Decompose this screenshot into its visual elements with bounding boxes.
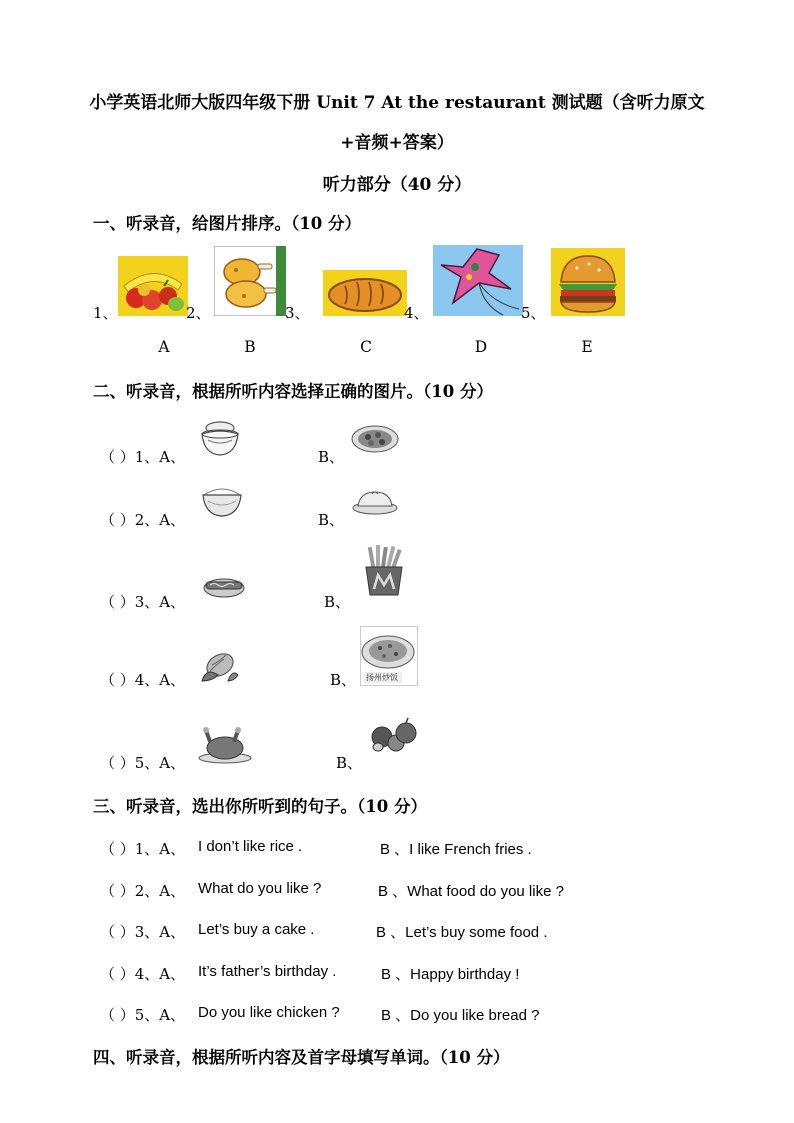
section3-heading: 三、听录音，选出你所听到的句子。（10 分）	[93, 797, 427, 816]
corn-icon	[198, 645, 240, 683]
s3-option-a: Do you like chicken ?	[198, 1004, 340, 1021]
bun-icon	[352, 488, 398, 516]
part-heading: 听力部分（40 分）	[322, 175, 472, 195]
s2-question-prefix: （ ）4、A、	[100, 671, 186, 689]
section2-heading: 二、听录音，根据所听内容选择正确的图片。（10 分）	[93, 382, 493, 401]
s1-item-number: 2、	[186, 304, 211, 322]
s2-question-prefix: （ ）1、A、	[100, 448, 186, 466]
s3-option-a: Let’s buy a cake .	[198, 921, 315, 938]
s2-option-b-label: B、	[324, 593, 351, 611]
section4-heading: 四、听录音，根据所听内容及首字母填写单词。（10 分）	[93, 1048, 510, 1067]
s3-question-prefix: （ ）4、A、	[100, 965, 186, 983]
document-title-line2: +音频+答案）	[340, 133, 454, 153]
section1-heading: 一、听录音，给图片排序。（10 分）	[93, 214, 361, 233]
roast-chicken-icon	[198, 724, 252, 764]
s1-item-number: 5、	[521, 304, 546, 322]
s3-option-b: B 、Do you like bread ?	[381, 1007, 540, 1024]
rice-bowl-icon	[200, 483, 244, 519]
s2-option-b-label: B、	[318, 448, 345, 466]
s3-option-a: I don’t like rice .	[198, 838, 303, 855]
rice-bowl-icon	[198, 418, 242, 458]
hamburger-icon	[551, 248, 625, 316]
fried-rice-caption: 扬州炒饭	[366, 673, 398, 682]
s3-option-a: It’s father’s birthday .	[198, 963, 337, 980]
fried-rice-icon	[360, 626, 418, 686]
chicken-legs-icon	[214, 246, 286, 316]
s2-question-prefix: （ ）5、A、	[100, 754, 186, 772]
s3-question-prefix: （ ）3、A、	[100, 923, 186, 941]
fruit-basket-icon	[118, 256, 188, 316]
s3-option-b: B 、I like French fries .	[380, 841, 532, 858]
s3-option-a: What do you like ?	[198, 880, 322, 897]
bread-loaf-icon	[323, 270, 407, 316]
s2-option-b-label: B、	[330, 671, 357, 689]
kite-icon	[433, 245, 523, 316]
s1-letter-c: C	[360, 338, 372, 356]
s1-letter-a: A	[158, 338, 170, 356]
s3-option-b: B 、Let’s buy some food .	[376, 924, 548, 941]
s3-option-b: B 、Happy birthday !	[381, 966, 520, 983]
s1-item-number: 1、	[93, 304, 118, 322]
s1-letter-d: D	[474, 338, 488, 356]
s1-letter-b: B	[244, 338, 256, 356]
s3-question-prefix: （ ）2、A、	[100, 882, 186, 900]
s3-option-b: B 、What food do you like ?	[378, 883, 564, 900]
s3-question-prefix: （ ）5、A、	[100, 1006, 186, 1024]
s1-letter-e: E	[581, 338, 593, 356]
dumplings-plate-icon	[350, 421, 400, 455]
s2-option-b-label: B、	[336, 754, 363, 772]
s1-item-number: 3、	[285, 304, 310, 322]
s2-option-b-label: B、	[318, 511, 345, 529]
s3-question-prefix: （ ）1、A、	[100, 840, 186, 858]
s2-question-prefix: （ ）3、A、	[100, 593, 186, 611]
s2-question-prefix: （ ）2、A、	[100, 511, 186, 529]
hot-dog-icon	[202, 573, 246, 599]
french-fries-icon	[362, 545, 406, 597]
s1-item-number: 4、	[404, 304, 429, 322]
document-title-line1: 小学英语北师大版四年级下册 Unit 7 At the restaurant 测试题（含听力原文	[89, 93, 705, 113]
fruit-pile-icon	[368, 717, 420, 753]
